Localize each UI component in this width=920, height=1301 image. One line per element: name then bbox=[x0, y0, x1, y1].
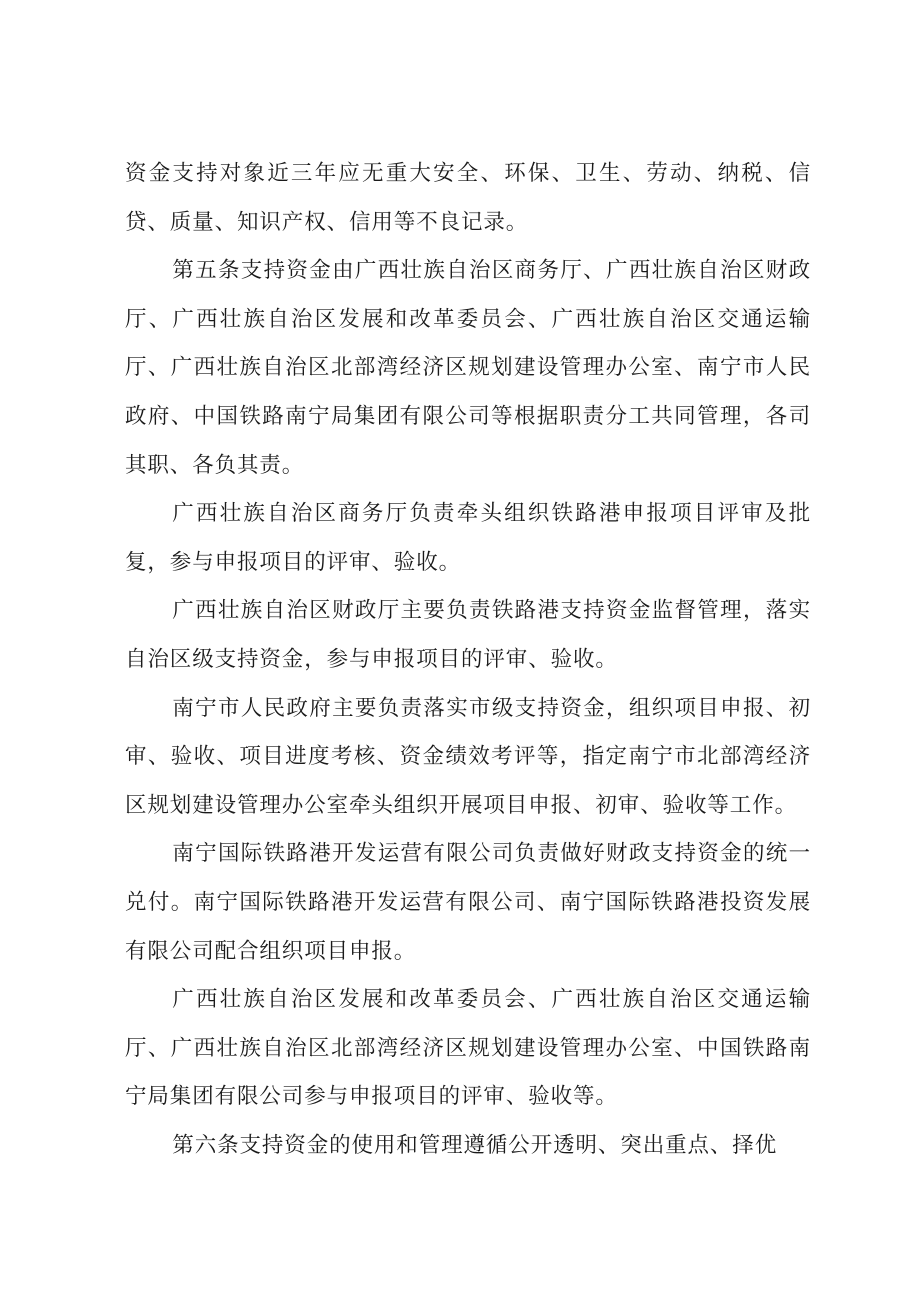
paragraph-commerce-department: 广西壮族自治区商务厅负责牵头组织铁路港申报项目评审及批复，参与申报项目的评审、验收。 bbox=[125, 501, 811, 575]
paragraph-article-5: 第五条支持资金由广西壮族自治区商务厅、广西壮族自治区财政厅、广西壮族自治区发展和改革委员会、广西壮族自治区交通运输厅、广西壮族自治区北部湾经济区规划建设管理办公室、南宁市人民政府、中国铁路南宁局集团有限公司等根据职责分工共同管理，各司其职、各负其责。 bbox=[125, 258, 811, 478]
paragraph-finance-department: 广西壮族自治区财政厅主要负责铁路港支持资金监督管理，落实自治区级支持资金，参与申报项目的评审、验收。 bbox=[125, 598, 811, 672]
paragraph-participating-agencies: 广西壮族自治区发展和改革委员会、广西壮族自治区交通运输厅、广西壮族自治区北部湾经济区规划建设管理办公室、中国铁路南宁局集团有限公司参与申报项目的评审、验收等。 bbox=[125, 987, 811, 1110]
paragraph-article-6: 第六条支持资金的使用和管理遵循公开透明、突出重点、择优 bbox=[172, 1132, 778, 1158]
paragraph-railway-port-company: 南宁国际铁路港开发运营有限公司负责做好财政支持资金的统一兑付。南宁国际铁路港开发运营有限公司、南宁国际铁路港投资发展有限公司配合组织项目申报。 bbox=[125, 841, 811, 964]
document-body bbox=[125, 150, 811, 1170]
paragraph-nanning-government: 南宁市人民政府主要负责落实市级支持资金，组织项目申报、初审、验收、项目进度考核、资金绩效考评等，指定南宁市北部湾经济区规划建设管理办公室牵头组织开展项目申报、初审、验收等工作。 bbox=[125, 695, 811, 818]
paragraph-eligibility-records: 资金支持对象近三年应无重大安全、环保、卫生、劳动、纳税、信贷、质量、知识产权、信用等不良记录。 bbox=[125, 161, 811, 235]
